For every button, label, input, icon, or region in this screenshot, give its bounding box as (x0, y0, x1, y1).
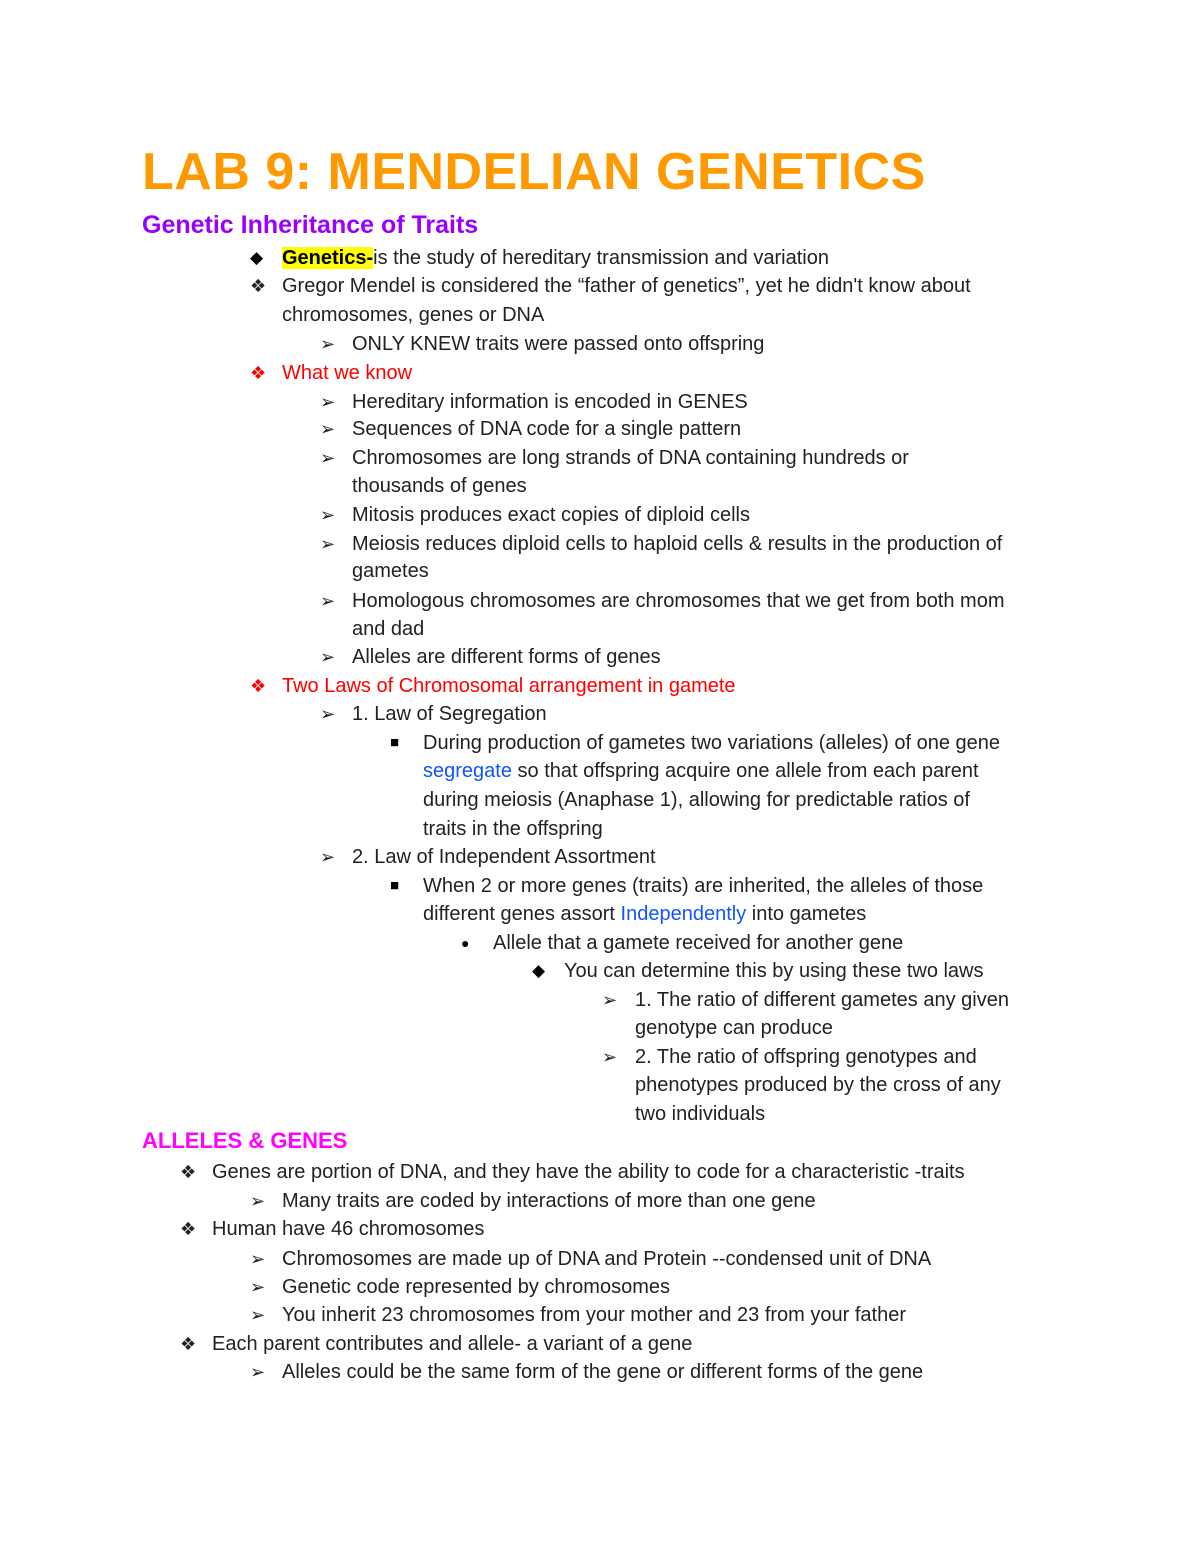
only-knew: ONLY KNEW traits were passed onto offspring (352, 333, 765, 355)
know-item: Hereditary information is encoded in GENES (352, 391, 748, 413)
square-bullet-icon: ■ (390, 877, 400, 894)
ornament-bullet-icon: ❖ (180, 1219, 197, 1239)
arrow-bullet-icon: ➢ (320, 334, 336, 354)
genes-subitem: Chromosomes are made up of DNA and Protein --condensed unit of DNA (282, 1248, 932, 1270)
arrow-bullet-icon: ➢ (320, 448, 336, 468)
arrow-bullet-icon: ➢ (320, 647, 336, 667)
know-item: Mitosis produces exact copies of diploid cells (352, 504, 750, 526)
mendel-line-1: Gregor Mendel is considered the “father of genetics”, yet he didn't know about (282, 275, 971, 297)
mendel-line-2: chromosomes, genes or DNA (282, 304, 545, 326)
genetics-definition (282, 244, 829, 272)
arrow-bullet-icon: ➢ (250, 1191, 266, 1211)
independently-term: Independently (620, 903, 747, 925)
genes-item: Human have 46 chromosomes (212, 1218, 485, 1240)
genes-subitem: You inherit 23 chromosomes from your mother and 23 from your father (282, 1304, 907, 1326)
genes-subitem: Alleles could be the same form of the gene or different forms of the gene (282, 1361, 924, 1383)
arrow-bullet-icon: ➢ (320, 392, 336, 412)
what-we-know: What we know (282, 362, 413, 384)
law-2-line-2-pre: different genes assort (423, 903, 621, 925)
arrow-bullet-icon: ➢ (250, 1362, 266, 1382)
ornament-bullet-icon: ❖ (180, 1162, 197, 1182)
arrow-bullet-icon: ➢ (320, 704, 336, 724)
ratio-2-line-3: two individuals (635, 1103, 766, 1125)
ratio-2-line-2: phenotypes produced by the cross of any (635, 1074, 1001, 1096)
genes-item: Genes are portion of DNA, and they have the ability to code for a characteristic -traits (212, 1161, 965, 1183)
law-1-line-4: traits in the offspring (423, 818, 603, 840)
segregate-term: segregate (423, 760, 512, 782)
know-item: Alleles are different forms of genes (352, 646, 661, 668)
section-heading-genetic-inheritance: Genetic Inheritance of Traits (142, 211, 479, 239)
ornament-bullet-icon: ❖ (250, 676, 267, 696)
genes-subitem: Genetic code represented by chromosomes (282, 1276, 670, 1298)
law-1-title: 1. Law of Segregation (352, 703, 547, 725)
allele-line: Allele that a gamete received for another gene (493, 932, 904, 954)
genes-subitem: Many traits are coded by interactions of more than one gene (282, 1190, 816, 1212)
two-laws: Two Laws of Chromosomal arrangement in gamete (282, 675, 736, 697)
know-item-cont: gametes (352, 560, 429, 582)
know-item: Meiosis reduces diploid cells to haploid cells & results in the production of (352, 533, 1003, 555)
arrow-bullet-icon: ➢ (602, 990, 618, 1010)
arrow-bullet-icon: ➢ (320, 419, 336, 439)
circle-bullet-icon: ● (461, 935, 470, 951)
square-bullet-icon: ■ (390, 734, 400, 751)
law-2-line-1: When 2 or more genes (traits) are inherited, the alleles of those (423, 875, 984, 897)
ornament-bullet-icon: ❖ (250, 363, 267, 383)
genetics-def: is the study of hereditary transmission and variation (373, 247, 829, 269)
diamond-bullet-icon: ◆ (532, 961, 546, 980)
arrow-bullet-icon: ➢ (320, 847, 336, 867)
genes-item: Each parent contributes and allele- a variant of a gene (212, 1333, 693, 1355)
law-2-title: 2. Law of Independent Assortment (352, 846, 656, 868)
arrow-bullet-icon: ➢ (320, 591, 336, 611)
know-item-cont: thousands of genes (352, 475, 527, 497)
know-item: Homologous chromosomes are chromosomes that we get from both mom (352, 590, 1005, 612)
arrow-bullet-icon: ➢ (320, 534, 336, 554)
ratio-1-line-1: 1. The ratio of different gametes any given (635, 989, 1009, 1011)
law-1-line-2 (423, 757, 979, 785)
law-1-line-2-rest: so that offspring acquire one allele from each parent (511, 760, 979, 782)
diamond-bullet-icon: ◆ (250, 248, 264, 267)
arrow-bullet-icon: ➢ (602, 1047, 618, 1067)
ratio-2-line-1: 2. The ratio of offspring genotypes and (635, 1046, 977, 1068)
arrow-bullet-icon: ➢ (320, 505, 336, 525)
ornament-bullet-icon: ❖ (180, 1334, 197, 1354)
genetics-term: Genetics- (282, 247, 374, 269)
page-title: LAB 9: MENDELIAN GENETICS (142, 143, 926, 201)
arrow-bullet-icon: ➢ (250, 1249, 266, 1269)
arrow-bullet-icon: ➢ (250, 1277, 266, 1297)
law-2-line-2 (423, 900, 866, 928)
determine-line: You can determine this by using these two laws (564, 960, 984, 982)
ornament-bullet-icon: ❖ (250, 276, 267, 296)
law-1-line-1: During production of gametes two variations (alleles) of one gene (423, 732, 1000, 754)
ratio-1-line-2: genotype can produce (635, 1017, 833, 1039)
section-heading-alleles-genes: ALLELES & GENES (142, 1128, 348, 1153)
know-item-cont: and dad (352, 618, 425, 640)
law-2-line-2-post: into gametes (746, 903, 867, 925)
arrow-bullet-icon: ➢ (250, 1305, 266, 1325)
know-item: Sequences of DNA code for a single pattern (352, 418, 742, 440)
law-1-line-3: during meiosis (Anaphase 1), allowing for predictable ratios of (423, 789, 970, 811)
know-item: Chromosomes are long strands of DNA containing hundreds or (352, 447, 909, 469)
